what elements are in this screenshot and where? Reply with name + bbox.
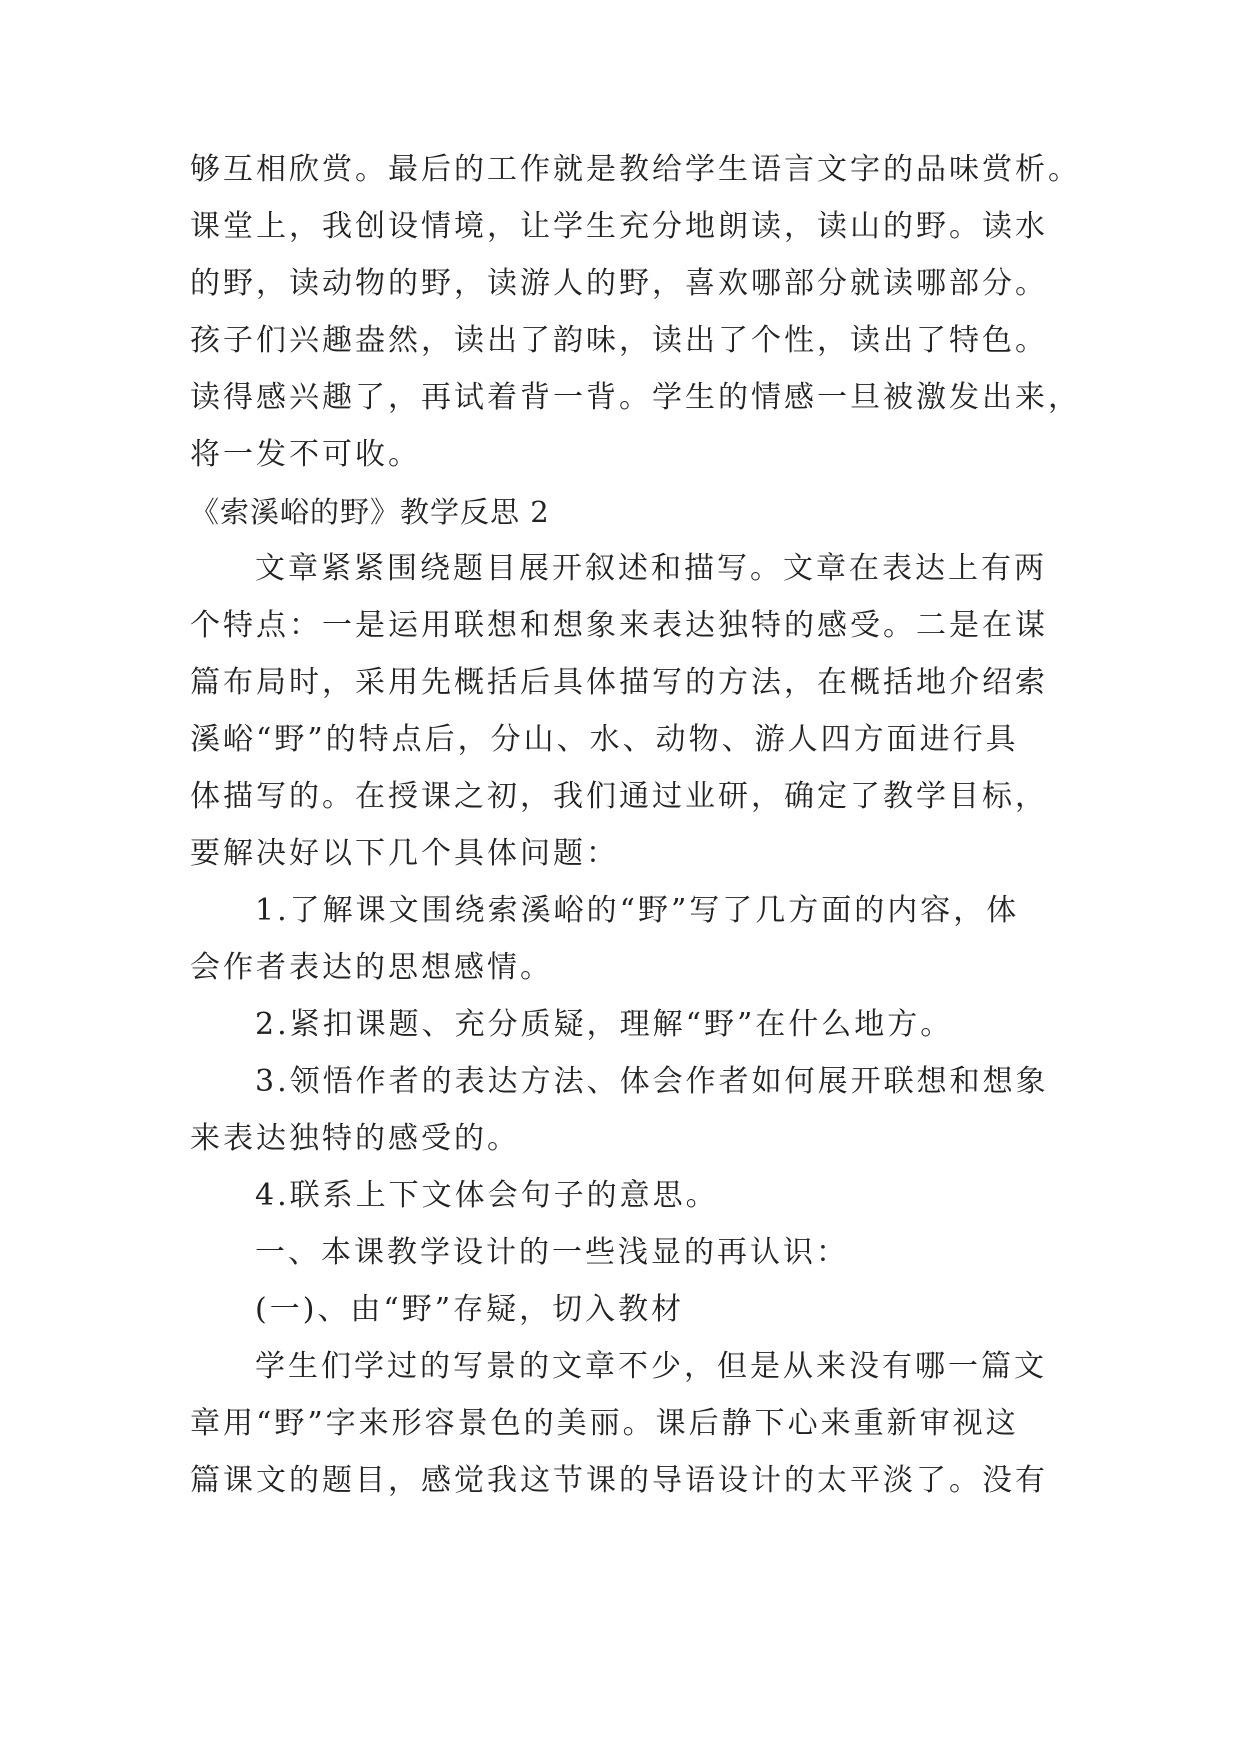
text-line: 篇布局时，采用先概括后具体描写的方法，在概括地介绍索 [190, 665, 1048, 700]
text-line: 课堂上，我创设情境，让学生充分地朗读，读山的野。读水 [190, 209, 1048, 244]
text-line: 个特点：一是运用联想和想象来表达独特的感受。二是在谋 [190, 608, 1048, 643]
text-line: 篇课文的题目，感觉我这节课的导语设计的太平淡了。没有 [190, 1463, 1048, 1498]
text-line: 的野，读动物的野，读游人的野，喜欢哪部分就读哪部分。 [190, 266, 1048, 301]
paragraph-first-line: 学生们学过的写景的文章不少，但是从来没有哪一篇文 [255, 1349, 1047, 1384]
text-line: 体描写的。在授课之初，我们通过业研，确定了教学目标， [190, 779, 1048, 814]
text-line: 够互相欣赏。最后的工作就是教给学生语言文字的品味赏析。 [190, 152, 1081, 187]
text-line: 会作者表达的思想感情。 [190, 950, 553, 985]
text-line: 章用“野”字来形容景色的美丽。课后静下心来重新审视这 [190, 1406, 1019, 1441]
text-line: 要解决好以下几个具体问题： [190, 836, 619, 871]
section-title: 《索溪峪的野》教学反思 2 [190, 495, 550, 529]
list-item-3: 3.领悟作者的表达方法、体会作者如何展开联想和想象 [255, 1064, 1049, 1099]
paragraph-first-line: 文章紧紧围绕题目展开叙述和描写。文章在表达上有两 [255, 551, 1047, 586]
subsection-heading: (一)、由“野”存疑，切入教材 [255, 1292, 685, 1327]
list-item-4: 4.联系上下文体会句子的意思。 [255, 1178, 719, 1213]
text-line: 将一发不可收。 [190, 437, 421, 472]
text-line: 读得感兴趣了，再试着背一背。学生的情感一旦被激发出来， [190, 380, 1081, 415]
text-line: 孩子们兴趣盎然，读出了韵味，读出了个性，读出了特色。 [190, 323, 1048, 358]
list-item-1: 1.了解课文围绕索溪峪的“野”写了几方面的内容，体 [255, 893, 1020, 928]
list-item-2: 2.紧扣课题、充分质疑，理解“野”在什么地方。 [255, 1007, 954, 1042]
text-line: 来表达独特的感受的。 [190, 1121, 520, 1156]
section-heading-1: 一、本课教学设计的一些浅显的再认识： [255, 1235, 849, 1270]
text-line: 溪峪“野”的特点后，分山、水、动物、游人四方面进行具 [190, 722, 1019, 757]
